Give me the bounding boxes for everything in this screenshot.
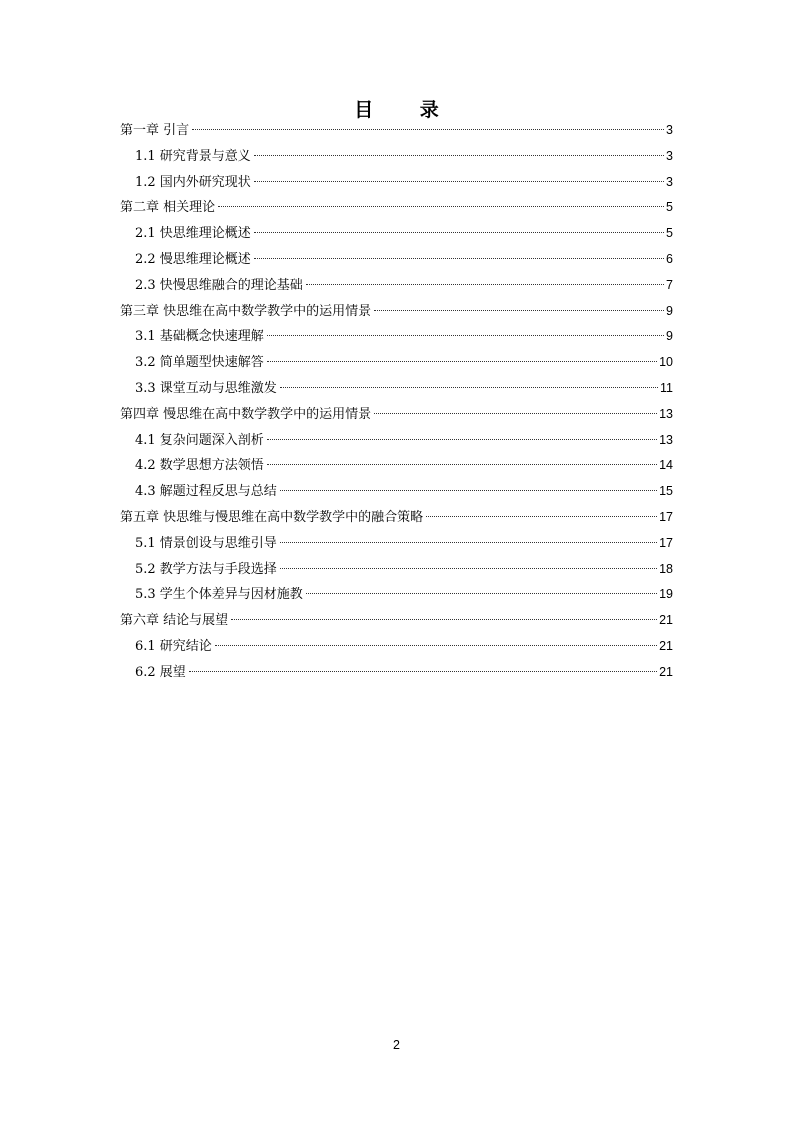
toc-dot-leader xyxy=(231,619,657,620)
toc-entry-page: 19 xyxy=(659,587,673,602)
toc-section-entry[interactable] xyxy=(120,453,673,479)
toc-entry-label: 1.1 研究背景与意义 xyxy=(135,148,251,164)
toc-entry-page: 21 xyxy=(659,664,673,679)
toc-section-entry[interactable] xyxy=(120,557,673,583)
toc-dot-leader xyxy=(374,310,664,311)
toc-dot-leader xyxy=(280,490,657,491)
toc-entry-page: 9 xyxy=(666,329,673,344)
toc-entry-page: 13 xyxy=(659,432,673,447)
toc-entry-label: 第一章 引言 xyxy=(120,123,190,138)
toc-entry-label: 5.1 情景创设与思维引导 xyxy=(135,535,277,551)
toc-entry-label: 第五章 快思维与慢思维在高中数学教学中的融合策略 xyxy=(120,509,424,525)
toc-entry-page: 9 xyxy=(666,303,673,318)
toc-entry-page: 3 xyxy=(666,148,673,163)
toc-entry-label: 第三章 快思维在高中数学教学中的运用情景 xyxy=(120,303,372,319)
toc-entry-label: 第二章 相关理论 xyxy=(120,200,216,216)
toc-entry-page: 15 xyxy=(659,484,673,499)
toc-section-entry[interactable] xyxy=(120,531,673,557)
toc-entry-label: 2.2 慢思维理论概述 xyxy=(135,251,251,267)
toc-entry-label: 5.3 学生个体差异与因材施教 xyxy=(135,587,303,603)
toc-entry-label: 2.1 快思维理论概述 xyxy=(135,226,251,242)
toc-section-entry[interactable] xyxy=(120,428,673,454)
toc-dot-leader xyxy=(374,413,657,414)
page-number: 2 xyxy=(393,1038,400,1052)
toc-dot-leader xyxy=(267,361,657,362)
toc-entry-page: 5 xyxy=(666,200,673,215)
toc-dot-leader xyxy=(426,516,657,517)
toc-dot-leader xyxy=(254,232,664,233)
toc-chapter-entry[interactable] xyxy=(120,195,673,221)
toc-section-entry[interactable] xyxy=(120,634,673,660)
toc-chapter-entry[interactable] xyxy=(120,608,673,634)
toc-dot-leader xyxy=(280,542,657,543)
toc-dot-leader xyxy=(267,464,657,465)
toc-dot-leader xyxy=(306,593,657,594)
toc-entry-page: 18 xyxy=(659,561,673,576)
toc-section-entry[interactable] xyxy=(120,660,673,686)
toc-entry-label: 4.2 数学思想方法领悟 xyxy=(135,458,264,474)
toc-entry-page: 17 xyxy=(659,509,673,524)
toc-dot-leader xyxy=(306,284,664,285)
toc-entry-page: 5 xyxy=(666,226,673,241)
toc-chapter-entry[interactable] xyxy=(120,505,673,531)
toc-dot-leader xyxy=(254,181,664,182)
toc-entry-label: 3.3 课堂互动与思维激发 xyxy=(135,380,277,396)
toc-section-entry[interactable] xyxy=(120,350,673,376)
toc-entry-page: 11 xyxy=(660,380,673,395)
toc-entry-label: 4.1 复杂问题深入剖析 xyxy=(135,432,264,448)
toc-entry-label: 3.1 基础概念快速理解 xyxy=(135,329,264,345)
toc-entry-page: 14 xyxy=(659,458,673,473)
toc-entry-page: 6 xyxy=(666,251,673,266)
toc-dot-leader xyxy=(267,335,664,336)
toc-section-entry[interactable] xyxy=(120,170,673,196)
toc-entry-label: 2.3 快慢思维融合的理论基础 xyxy=(135,277,303,293)
toc-dot-leader xyxy=(254,258,664,259)
toc-entry-label: 1.2 国内外研究现状 xyxy=(135,174,251,190)
toc-entry-label: 6.1 研究结论 xyxy=(135,638,212,654)
toc-dot-leader xyxy=(254,155,664,156)
toc-entry-page: 21 xyxy=(659,613,673,628)
toc-section-entry[interactable] xyxy=(120,144,673,170)
toc-section-entry[interactable] xyxy=(120,479,673,505)
toc-entry-label: 6.2 展望 xyxy=(135,664,186,680)
toc-chapter-entry[interactable] xyxy=(120,402,673,428)
toc-section-entry[interactable] xyxy=(120,376,673,402)
toc-chapter-entry[interactable] xyxy=(120,118,673,144)
toc-dot-leader xyxy=(189,671,657,672)
toc-entry-page: 13 xyxy=(659,406,673,421)
table-of-contents xyxy=(120,118,673,686)
toc-section-entry[interactable] xyxy=(120,324,673,350)
toc-chapter-entry[interactable] xyxy=(120,299,673,325)
toc-entry-label: 4.3 解题过程反思与总结 xyxy=(135,484,277,500)
page-title: 目 录 xyxy=(354,99,459,121)
toc-entry-page: 17 xyxy=(659,535,673,550)
toc-section-entry[interactable] xyxy=(120,247,673,273)
toc-entry-label: 3.2 简单题型快速解答 xyxy=(135,355,264,371)
toc-dot-leader xyxy=(215,645,657,646)
toc-entry-label: 第六章 结论与展望 xyxy=(120,613,229,629)
toc-entry-page: 21 xyxy=(659,638,673,653)
toc-section-entry[interactable] xyxy=(120,221,673,247)
toc-entry-label: 5.2 教学方法与手段选择 xyxy=(135,561,277,577)
toc-dot-leader xyxy=(192,129,664,130)
toc-entry-page: 3 xyxy=(666,123,673,137)
toc-dot-leader xyxy=(280,568,657,569)
toc-section-entry[interactable] xyxy=(120,582,673,608)
toc-entry-page: 10 xyxy=(659,355,673,370)
toc-dot-leader xyxy=(280,387,658,388)
toc-dot-leader xyxy=(267,439,657,440)
toc-entry-label: 第四章 慢思维在高中数学教学中的运用情景 xyxy=(120,406,372,422)
toc-section-entry[interactable] xyxy=(120,273,673,299)
toc-dot-leader xyxy=(218,206,664,207)
toc-entry-page: 7 xyxy=(666,277,673,292)
toc-entry-page: 3 xyxy=(666,174,673,189)
